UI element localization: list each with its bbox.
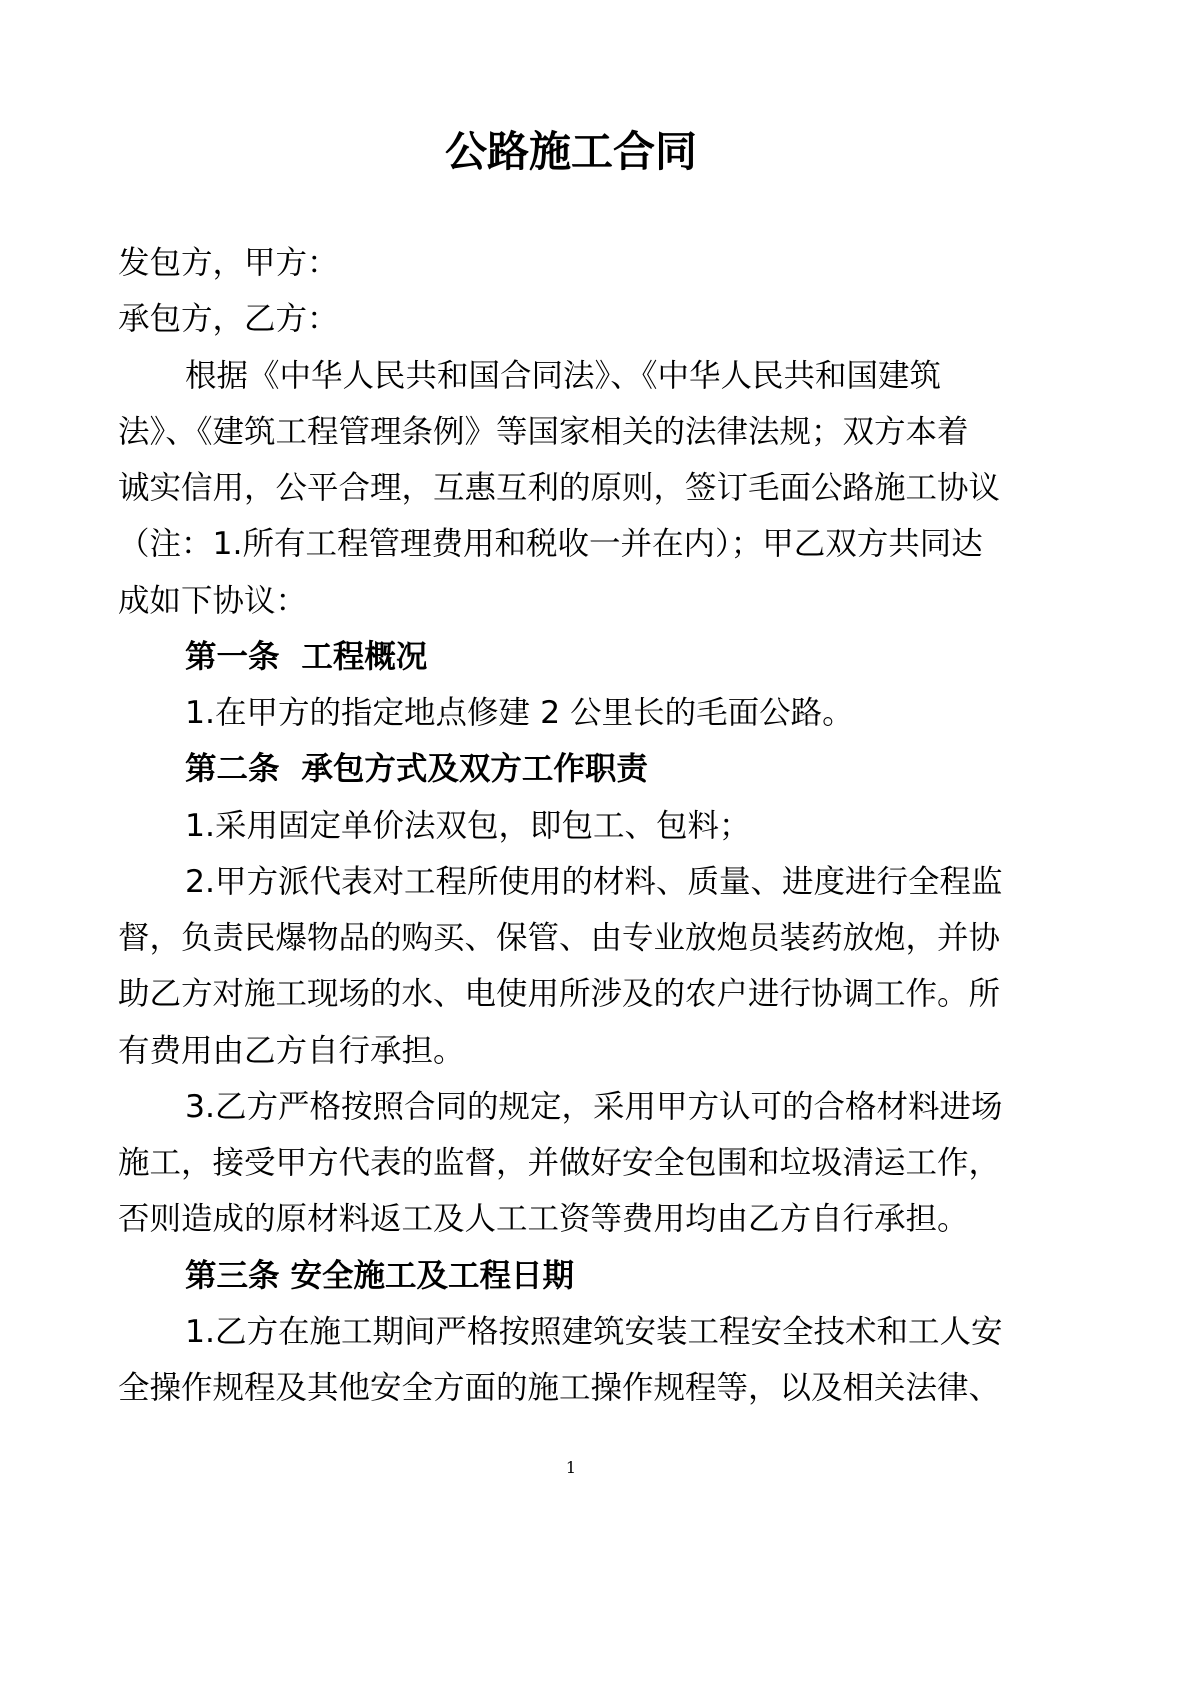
article-1-item-1 bbox=[118, 685, 1072, 741]
article-3-heading: 第三条 安全施工及工程日期 bbox=[185, 1257, 574, 1294]
clause-line: 有费用由乙方自行承担。 bbox=[118, 1032, 465, 1069]
clause-line: 1.采用固定单价法双包，即包工、包料； bbox=[185, 807, 751, 844]
clause-line: 1.在甲方的指定地点修建 2 公里长的毛面公路。 bbox=[185, 695, 854, 731]
article-1-heading: 第一条 工程概况 bbox=[185, 638, 428, 675]
clause-line: 全操作规程及其他安全方面的施工操作规程等，以及相关法律、 bbox=[118, 1370, 1001, 1406]
preamble-line: 法》、《建筑工程管理条例》等国家相关的法律法规；双方本着 bbox=[118, 413, 969, 450]
preamble-paragraph bbox=[118, 348, 1072, 629]
preamble-line: 根据《中华人民共和国合同法》、《中华人民共和国建筑 bbox=[185, 357, 942, 394]
clause-line: 1.乙方在施工期间严格按照建筑安装工程安全技术和工人安 bbox=[185, 1313, 1003, 1350]
clause-line: 2.甲方派代表对工程所使用的材料、质量、进度进行全程监 bbox=[185, 863, 1003, 900]
article-2-heading: 第二条 承包方式及双方工作职责 bbox=[185, 751, 648, 788]
clause-line: 督，负责民爆物品的购买、保管、由专业放炮员装药放炮，并协 bbox=[118, 920, 1001, 956]
clause-line: 否则造成的原材料返工及人工工资等费用均由乙方自行承担。 bbox=[118, 1201, 969, 1238]
preamble-line: 成如下协议： bbox=[118, 582, 308, 619]
article-2-item-2 bbox=[118, 854, 1072, 1079]
article-2-item-3 bbox=[118, 1079, 1072, 1248]
preamble-line: （注：1.所有工程管理费用和税收一并在内）；甲乙双方共同达 bbox=[118, 526, 983, 563]
page-number: 1 bbox=[565, 1458, 577, 1477]
document-body bbox=[118, 235, 1072, 1416]
clause-line: 3.乙方严格按照合同的规定，采用甲方认可的合格材料进场 bbox=[185, 1088, 1003, 1125]
clause-line: 施工，接受甲方代表的监督，并做好安全包围和垃圾清运工作， bbox=[118, 1145, 1001, 1181]
article-2-item-1 bbox=[118, 798, 1072, 854]
article-3-item-1 bbox=[118, 1304, 1072, 1417]
party-b-line: 承包方，乙方： bbox=[118, 301, 339, 338]
clause-line: 助乙方对施工现场的水、电使用所涉及的农户进行协调工作。所 bbox=[118, 976, 1001, 1013]
document-title: 公路施工合同 bbox=[444, 127, 697, 176]
preamble-line: 诚实信用，公平合理，互惠互利的原则，签订毛面公路施工协议 bbox=[118, 470, 1001, 506]
party-a-line: 发包方，甲方： bbox=[118, 245, 339, 281]
